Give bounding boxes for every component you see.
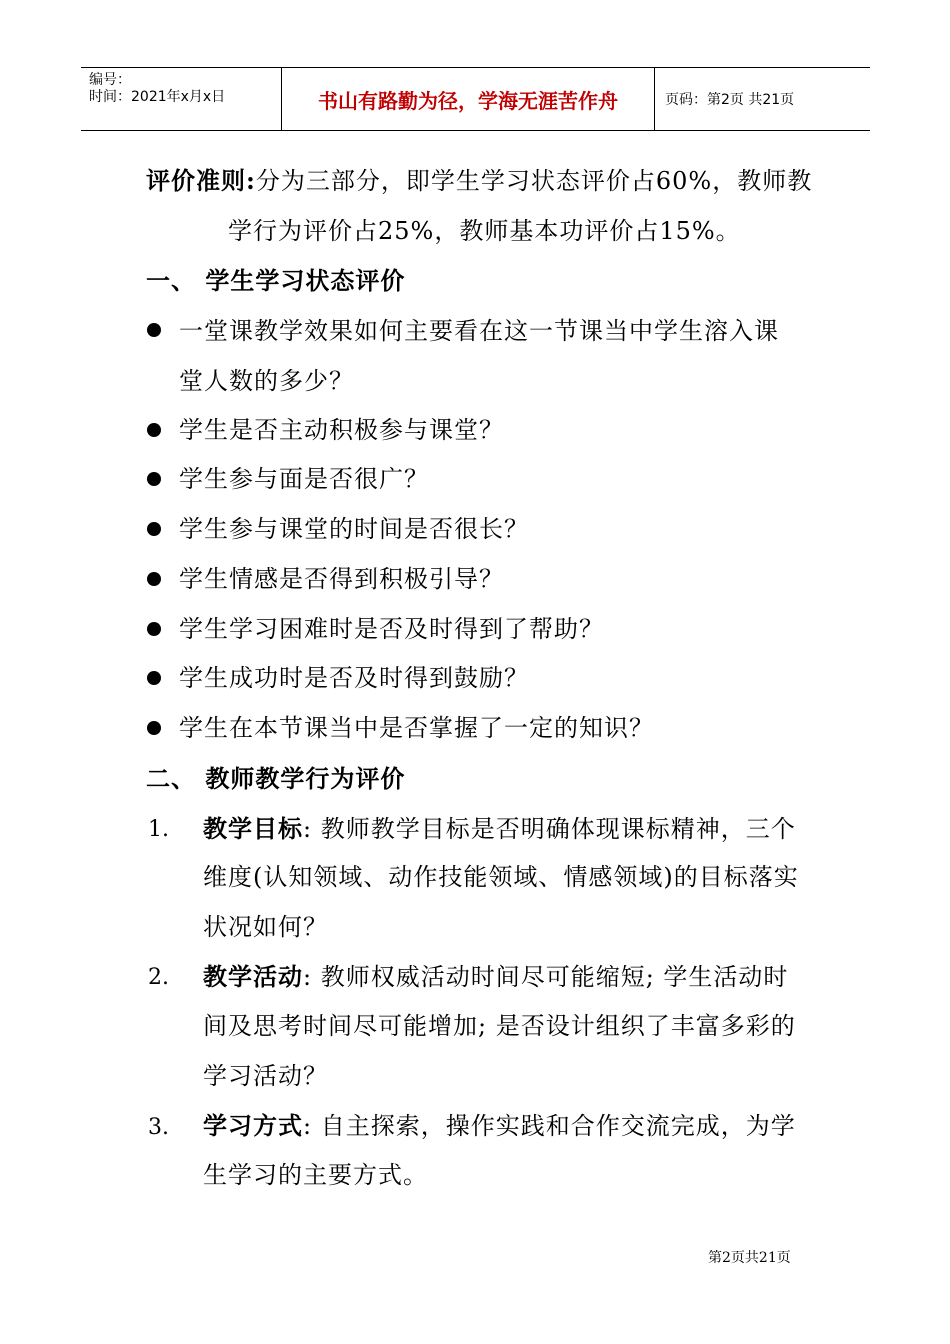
item-3-line2: 生学习的主要方式。	[203, 1161, 428, 1189]
criteria-line-1	[146, 166, 812, 196]
header-number-label: 编号：	[89, 72, 131, 88]
item-1-line2: 维度(认知领域、动作技能领域、情感领域)的目标落实	[203, 863, 799, 891]
bullet-8: 学生在本节课当中是否掌握了一定的知识？	[179, 714, 654, 742]
bullet-1-line1: 一堂课教学效果如何主要看在这一节课当中学生溶入课	[179, 317, 779, 345]
page-header	[81, 67, 870, 131]
bullet-5: 学生情感是否得到积极引导？	[179, 565, 504, 593]
item-3-label: 学习方式	[203, 1111, 303, 1140]
item-1-text: : 教师教学目标是否明确体现课标精神，三个	[303, 815, 796, 843]
item-3-line1	[203, 1111, 796, 1141]
item-2-line3: 学习活动？	[203, 1062, 328, 1090]
header-motto: 书山有路勤为径，学海无涯苦作舟	[281, 68, 655, 130]
bullet-dot-icon	[147, 622, 161, 636]
section1-title: 一、 学生学习状态评价	[146, 266, 406, 295]
bullet-7: 学生成功时是否及时得到鼓励？	[179, 664, 529, 692]
criteria-text-1: 分为三部分，即学生学习状态评价占60%，教师教	[255, 167, 813, 195]
bullet-dot-icon	[147, 721, 161, 735]
header-page-info: 页码：第2页 共21页	[665, 92, 795, 108]
page-footer: 第2页共21页	[708, 1250, 791, 1266]
section2-title: 二、 教师教学行为评价	[146, 764, 406, 793]
item-2-line2: 间及思考时间尽可能增加; 是否设计组织了丰富多彩的	[203, 1012, 796, 1040]
item-2-line1	[203, 962, 788, 992]
bullet-2: 学生是否主动积极参与课堂？	[179, 416, 504, 444]
bullet-dot-icon	[147, 572, 161, 586]
bullet-6: 学生学习困难时是否及时得到了帮助？	[179, 615, 604, 643]
item-1-line1	[203, 814, 796, 844]
header-meta	[81, 68, 281, 130]
item-1-number: 1.	[148, 817, 169, 842]
item-1-label: 教学目标	[203, 814, 303, 843]
item-2-number: 2.	[148, 965, 169, 990]
bullet-dot-icon	[147, 472, 161, 486]
bullet-4: 学生参与课堂的时间是否很长？	[179, 515, 529, 543]
bullet-1-line2: 堂人数的多少？	[179, 367, 354, 395]
item-3-text: : 自主探索，操作实践和合作交流完成，为学	[303, 1112, 796, 1140]
bullet-3: 学生参与面是否很广？	[179, 465, 429, 493]
bullet-dot-icon	[147, 323, 161, 337]
header-time-label: 时间：2021年x月x日	[89, 89, 226, 105]
bullet-dot-icon	[147, 522, 161, 536]
item-3-number: 3.	[148, 1115, 169, 1140]
criteria-text-2: 学行为评价占25%，教师基本功评价占15%。	[228, 217, 741, 245]
item-2-label: 教学活动	[203, 962, 303, 991]
criteria-label: 评价准则:	[146, 166, 256, 195]
bullet-dot-icon	[147, 671, 161, 685]
item-1-line3: 状况如何？	[203, 913, 328, 941]
bullet-dot-icon	[147, 423, 161, 437]
item-2-text: : 教师权威活动时间尽可能缩短; 学生活动时	[303, 963, 789, 991]
